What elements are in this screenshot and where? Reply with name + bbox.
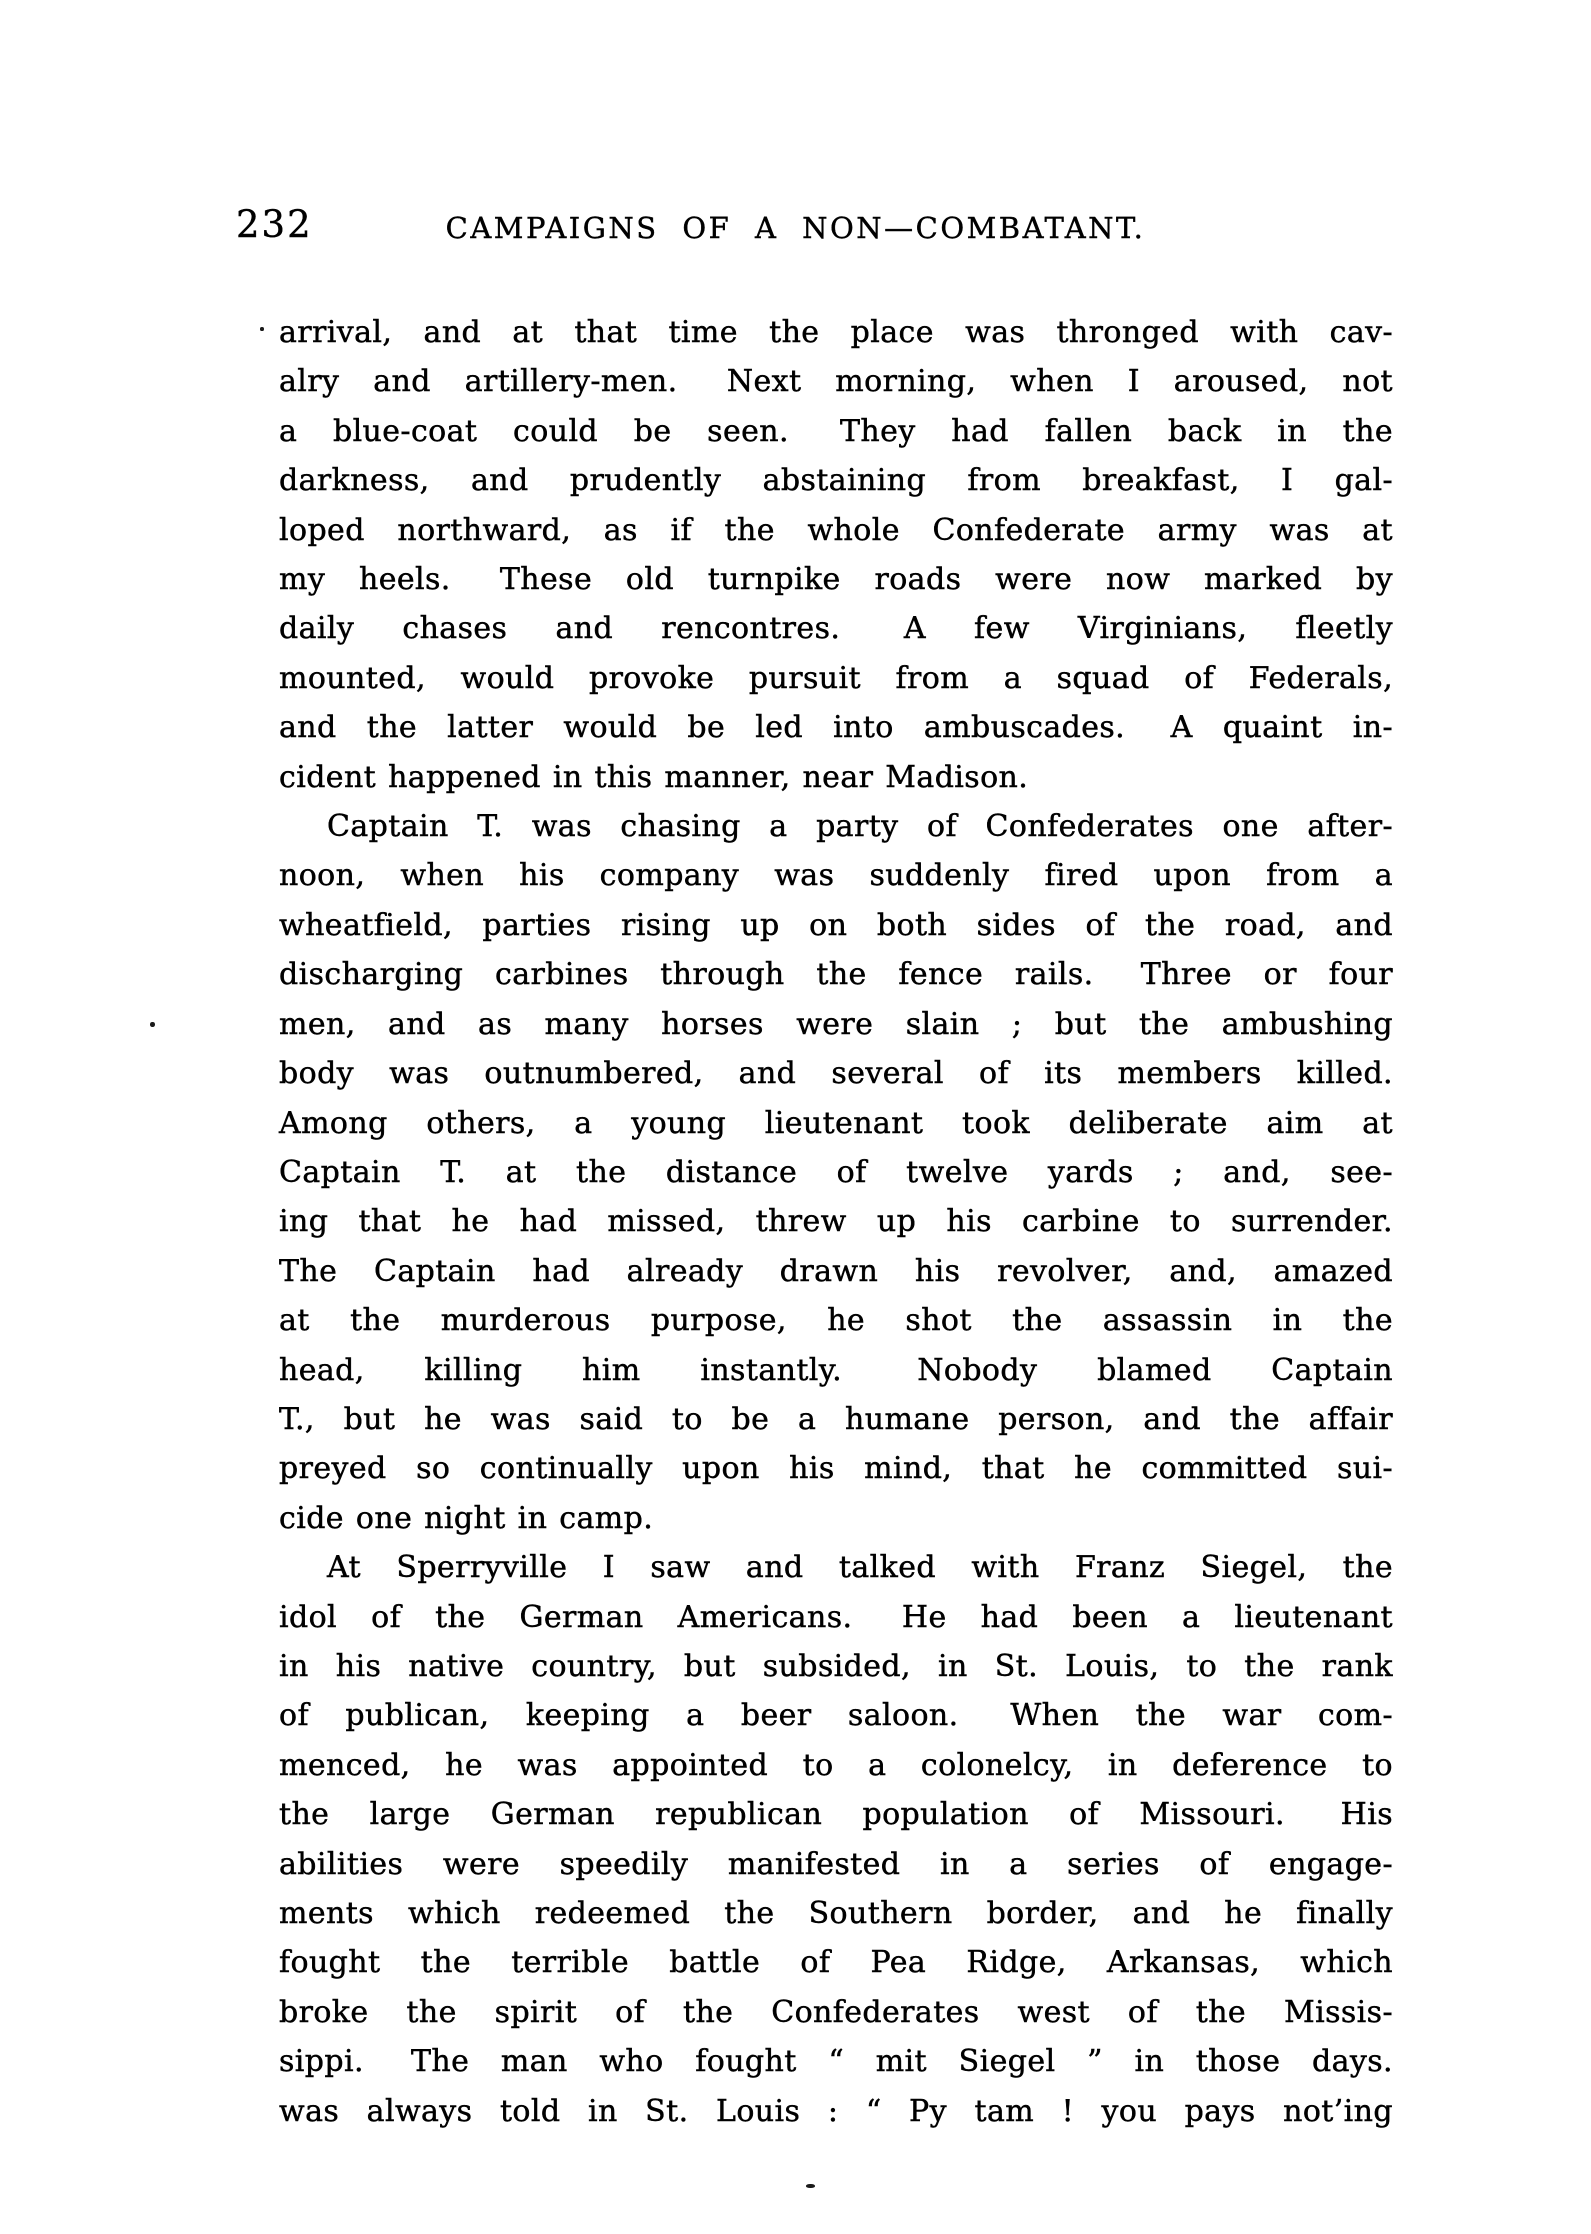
text-line: idol of the German Americans. He had been a lieutenant [279, 1599, 1393, 1635]
ink-speck [150, 1022, 155, 1027]
text-line: menced, he was appointed to a colonelcy, in deference to [279, 1747, 1393, 1783]
text-line: noon, when his company was suddenly fired upon from a [279, 858, 1393, 894]
text-line: body was outnumbered, and several of its members killed. [279, 1056, 1393, 1092]
text-line: discharging carbines through the fence rails. Three or four [279, 957, 1393, 993]
text-line: mounted, would provoke pursuit from a squad of Federals, [279, 660, 1393, 696]
text-line: At Sperryville I saw and talked with Franz Siegel, the [327, 1550, 1393, 1586]
text-line: the large German republican population of Missouri. His [279, 1797, 1393, 1833]
text-line: and the latter would be led into ambuscades. A quaint in- [279, 710, 1393, 746]
text-line: broke the spirit of the Confederates west of the Missis- [279, 1994, 1393, 2030]
text-line: a blue-coat could be seen. They had fallen back in the [279, 413, 1393, 449]
text-line: arrival, and at that time the place was thronged with cav- [279, 315, 1393, 350]
text-line: Captain T. at the distance of twelve yards ; and, see- [279, 1154, 1393, 1190]
text-line: ments which redeemed the Southern border, and he finally [279, 1896, 1393, 1931]
paragraph [279, 308, 1393, 802]
text-line: cident happened in this manner, near Madison. [279, 759, 1029, 795]
page-number: 232 [236, 203, 313, 246]
text-line: men, and as many horses were slain ; but the ambushing [279, 1006, 1393, 1042]
text-line: daily chases and rencontres. A few Virginians, fleetly [279, 611, 1393, 647]
text-line: ing that he had missed, threw up his carbine to surrender. [279, 1204, 1393, 1240]
text-line: sippi. The man who fought “ mit Siegel ” in those days. [279, 2044, 1393, 2080]
text-line: Captain T. was chasing a party of Confederates one after- [327, 809, 1393, 845]
text-line: fought the terrible battle of Pea Ridge, Arkansas, which [279, 1945, 1393, 1981]
text-line: Among others, a young lieutenant took deliberate aim at [279, 1105, 1393, 1141]
text-line: was always told in St. Louis : “ Py tam ! you pays not’ing [279, 2093, 1393, 2129]
text-line: loped northward, as if the whole Confederate army was at [279, 512, 1393, 548]
text-line: head, killing him instantly. Nobody blamed Captain [279, 1352, 1393, 1388]
running-title: CAMPAIGNS OF A NON—COMBATANT. [445, 211, 1146, 245]
text-line: wheatfield, parties rising up on both sides of the road, and [279, 907, 1393, 943]
text-line: at the murderous purpose, he shot the assassin in the [279, 1303, 1393, 1339]
text-line: alry and artillery-men. Next morning, when I aroused, not [279, 364, 1393, 400]
text-line: my heels. These old turnpike roads were now marked by [279, 562, 1393, 598]
text-line: in his native country, but subsided, in St. Louis, to the rank [279, 1648, 1393, 1684]
text-block [279, 308, 1393, 2136]
text-line: preyed so continually upon his mind, that he committed sui- [279, 1451, 1393, 1487]
text-line: abilities were speedily manifested in a series of engage- [279, 1846, 1393, 1882]
paragraph [279, 802, 1393, 1543]
text-line: of publican, keeping a beer saloon. When the war com- [279, 1698, 1393, 1734]
text-line: cide one night in camp. [279, 1500, 654, 1536]
paragraph [279, 1543, 1393, 2136]
text-line: The Captain had already drawn his revolver, and, amazed [279, 1253, 1393, 1289]
ink-speck [806, 2184, 815, 2188]
text-line: darkness, and prudently abstaining from breakfast, I gal- [279, 463, 1393, 499]
ink-speck [260, 327, 264, 331]
text-line: T., but he was said to be a humane person, and the affair [279, 1401, 1393, 1437]
